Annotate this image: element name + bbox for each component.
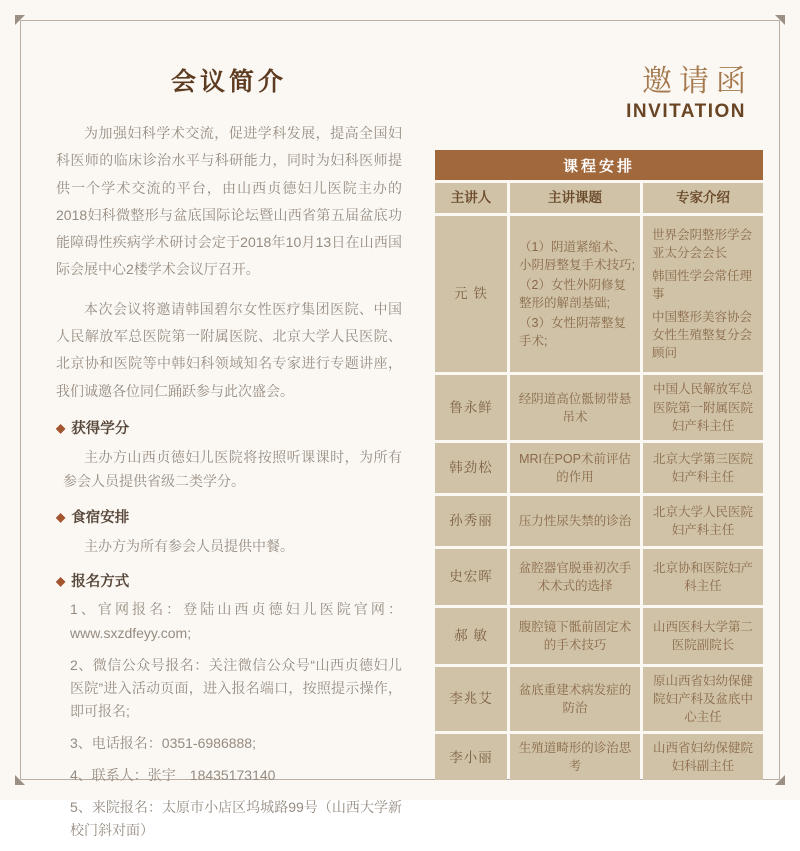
intro-cell: 山西医科大学第二医院副院长 <box>643 608 763 664</box>
section-meals <box>56 506 402 559</box>
table-row <box>435 443 763 493</box>
speaker-cell: 鲁永鲜 <box>435 375 507 439</box>
section-title: 报名方式 <box>71 574 130 591</box>
table-header-row <box>435 183 763 213</box>
table-title-row <box>435 150 763 180</box>
intro-cell: 原山西省妇幼保健院妇产科及盆底中心主任 <box>643 667 763 731</box>
intro-cell: 山西省妇幼保健院妇科副主任 <box>643 734 763 780</box>
table-row <box>435 549 763 605</box>
diamond-bullet-icon: ◆ <box>56 574 66 589</box>
topic-line: （2）女性外阴修复整形的解剖基础; <box>519 277 626 310</box>
table-row <box>435 496 763 546</box>
speaker-cell: 郝 敏 <box>435 608 507 664</box>
section-body: 主办方为所有参会人员提供中餐。 <box>84 537 294 554</box>
section-body: 主办方山西贞德妇儿医院将按照听课课时，为所有参会人员提供省级二类学分。 <box>63 448 402 490</box>
intro-paragraph: 为加强妇科学术交流，促进学科发展，提高全国妇科医师的临床诊治水平与科研能力，同时为妇科医师提供一个学术交流的平台，由山西贞德妇儿医院主办的2018妇科微整形与盆底国际论坛暨山西省第五届盆底功能障碍性疾病学术研讨会定于2018年10月13日在山西国际会展中心2楼学术会议厅召开。 <box>56 125 402 278</box>
speaker-cell: 孙秀丽 <box>435 496 507 546</box>
conference-intro-panel <box>56 62 402 851</box>
speaker-cell: 史宏晖 <box>435 549 507 605</box>
registration-item: 4、联系人：张宇 18435173140 <box>70 767 276 784</box>
registration-item: 2、微信公众号报名：关注微信公众号“山西贞德妇儿医院”进入活动页面，进入报名端口，按照提示操作，即可报名; <box>70 656 402 719</box>
topic-cell: 盆腔器官脱垂初次手术术式的选择 <box>510 549 640 605</box>
topic-line: （3）女性阴蒂整复手术; <box>519 316 626 349</box>
invitation-logo-english: INVITATION <box>626 101 746 122</box>
course-schedule-table <box>432 147 766 783</box>
speaker-cell: 李小丽 <box>435 734 507 780</box>
table-row <box>435 734 763 780</box>
table-row <box>435 667 763 731</box>
column-header-intro: 专家介绍 <box>643 183 763 213</box>
column-header-speaker: 主讲人 <box>435 183 507 213</box>
intro-cell: 中国人民解放军总医院第一附属医院妇产科主任 <box>643 375 763 439</box>
topic-cell: MRI在POP术前评估的作用 <box>510 443 640 493</box>
intro-line: 中国整形美容协会女性生殖整复分会顾问 <box>652 310 753 361</box>
table-title: 课程安排 <box>435 150 763 180</box>
invitation-logo-chinese: 邀请函 <box>642 65 753 98</box>
column-header-topic: 主讲课题 <box>510 183 640 213</box>
invitation-logo <box>432 56 760 123</box>
corner-ornament-icon <box>775 775 785 785</box>
section-heading <box>56 570 402 591</box>
intro-cell <box>643 216 763 373</box>
intro-line: 韩国性学会常任理事 <box>652 268 753 301</box>
topic-cell <box>510 216 640 373</box>
topic-cell: 压力性尿失禁的诊治 <box>510 496 640 546</box>
page-title: 会议简介 <box>170 68 287 96</box>
corner-ornament-icon <box>775 15 785 25</box>
intro-cell: 北京协和医院妇产科主任 <box>643 549 763 605</box>
diamond-bullet-icon: ◆ <box>56 509 66 524</box>
speaker-cell: 韩劲松 <box>435 443 507 493</box>
section-heading <box>56 417 402 438</box>
table-row <box>435 375 763 439</box>
schedule-panel <box>432 56 760 783</box>
table-row <box>435 608 763 664</box>
section-heading <box>56 506 402 527</box>
topic-cell: 腹腔镜下骶前固定术的手术技巧 <box>510 608 640 664</box>
registration-item: 1、官网报名：登陆山西贞德妇儿医院官网：www.sxzdfeyy.com; <box>70 601 402 641</box>
topic-line: （1）阴道紧缩术、小阴唇整复手术技巧; <box>519 239 635 272</box>
diamond-bullet-icon: ◆ <box>56 420 66 435</box>
registration-item: 5、来院报名：太原市小店区坞城路99号（山西大学新校门斜对面） <box>70 799 402 839</box>
topic-cell: 盆底重建术病发症的防治 <box>510 667 640 731</box>
section-title: 食宿安排 <box>71 509 130 526</box>
topic-cell: 生殖道畸形的诊治思考 <box>510 734 640 780</box>
intro-line: 世界会阴整形学会亚太分会会长 <box>652 227 753 260</box>
section-registration <box>56 570 402 842</box>
table-row <box>435 216 763 373</box>
section-credits <box>56 417 402 494</box>
topic-cell: 经阴道高位骶韧带悬吊术 <box>510 375 640 439</box>
corner-ornament-icon <box>15 775 25 785</box>
intro-cell: 北京大学人民医院妇产科主任 <box>643 496 763 546</box>
intro-cell: 北京大学第三医院妇产科主任 <box>643 443 763 493</box>
corner-ornament-icon <box>15 15 25 25</box>
registration-item: 3、电话报名：0351-6986888; <box>70 734 256 751</box>
section-title: 获得学分 <box>71 420 130 437</box>
speaker-cell: 李兆艾 <box>435 667 507 731</box>
speaker-cell: 元 铁 <box>435 216 507 373</box>
intro-paragraph: 本次会议将邀请韩国碧尔女性医疗集团医院、中国人民解放军总医院第一附属医院、北京大学人民医院、北京协和医院等中韩妇科领域知名专家进行专题讲座，我们诚邀各位同仁踊跃参与此次盛会。 <box>56 300 402 399</box>
